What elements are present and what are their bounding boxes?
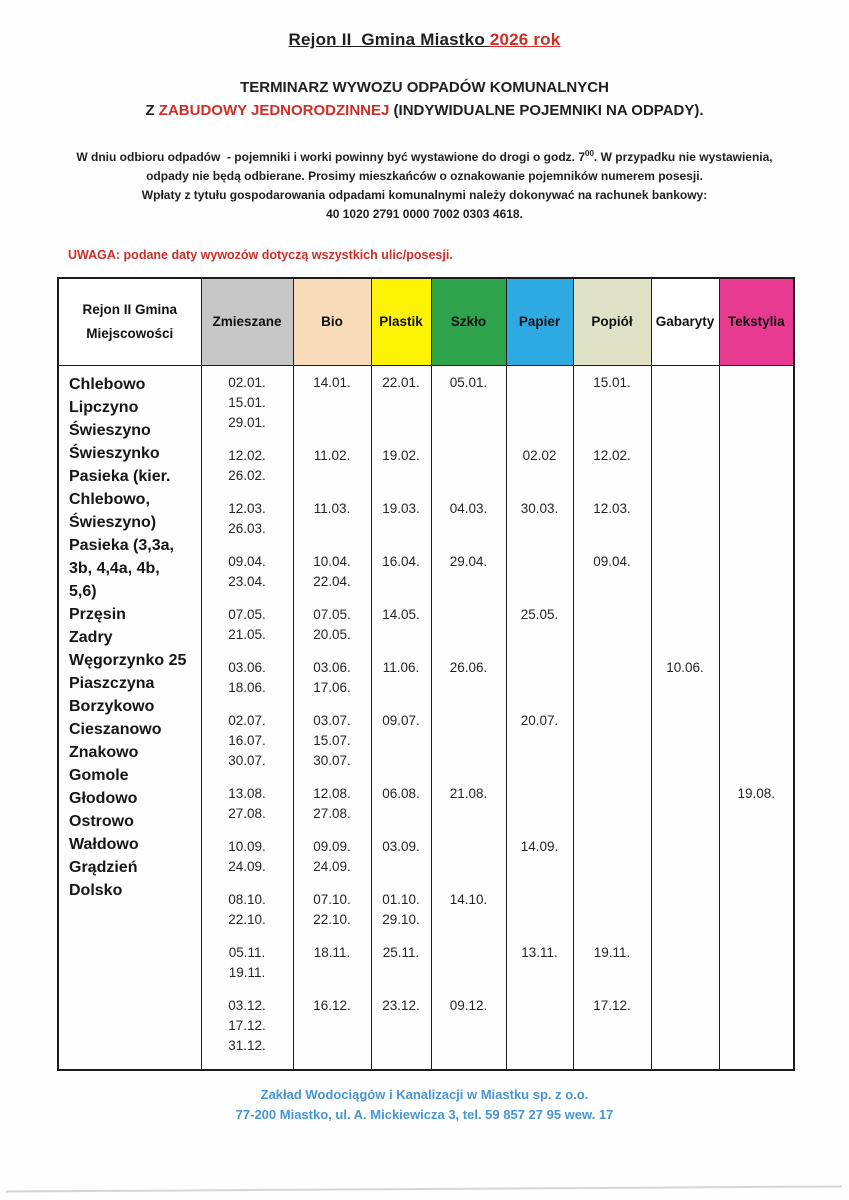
footer	[0, 1085, 849, 1125]
collection-date: 23.04.	[228, 573, 266, 589]
collection-date: 19.11.	[228, 964, 266, 980]
collection-date: 08.10.	[228, 891, 266, 907]
region-header-line2: Miejscowości	[86, 325, 174, 341]
schedule-cell-papier	[506, 784, 573, 837]
schedule-cell-gabaryty	[651, 837, 719, 890]
schedule-cell-zmieszane	[201, 499, 293, 552]
collection-date: 07.10.	[313, 891, 351, 907]
collection-date: 22.10.	[313, 911, 351, 927]
hour-superscript: 00	[585, 149, 594, 158]
collection-date: 29.10.	[382, 911, 420, 927]
column-header-zmieszane: Zmieszane	[201, 278, 293, 365]
schedule-table	[57, 277, 795, 1071]
column-header-papier: Papier	[506, 278, 573, 365]
schedule-cell-plastik	[371, 943, 431, 996]
schedule-cell-papier	[506, 499, 573, 552]
schedule-cell-papier	[506, 605, 573, 658]
schedule-cell-papier	[506, 658, 573, 711]
collection-date: 16.12.	[313, 997, 351, 1013]
schedule-cell-tekstylia	[719, 996, 794, 1070]
schedule-cell-popiol	[573, 605, 651, 658]
collection-date: 03.06.	[313, 659, 351, 675]
collection-date: 13.08.	[228, 785, 266, 801]
schedule-cell-zmieszane	[201, 784, 293, 837]
column-header-szklo: Szkło	[431, 278, 506, 365]
schedule-cell-tekstylia	[719, 365, 794, 446]
collection-date: 20.05.	[313, 626, 351, 642]
collection-date: 02.01.	[228, 374, 266, 390]
schedule-cell-bio	[293, 365, 371, 446]
collection-date: 26.06.	[449, 659, 488, 675]
scan-artifact-line	[6, 1185, 842, 1192]
schedule-cell-bio	[293, 784, 371, 837]
collection-date: 10.04.	[313, 553, 351, 569]
heading-line2-prefix: Z	[145, 102, 159, 119]
schedule-cell-bio	[293, 996, 371, 1070]
village-name: Lipczyno	[69, 398, 139, 416]
schedule-cell-szklo	[431, 605, 506, 658]
village-name: Piaszczyna	[69, 674, 155, 692]
schedule-cell-szklo	[431, 499, 506, 552]
village-name: Zadry	[69, 628, 113, 646]
schedule-cell-szklo	[431, 552, 506, 605]
schedule-cell-zmieszane	[201, 605, 293, 658]
collection-date: 22.04.	[313, 573, 351, 589]
schedule-cell-zmieszane	[201, 365, 293, 446]
schedule-cell-zmieszane	[201, 837, 293, 890]
schedule-cell-gabaryty	[651, 943, 719, 996]
schedule-cell-szklo	[431, 996, 506, 1070]
schedule-cell-plastik	[371, 499, 431, 552]
schedule-cell-popiol	[573, 996, 651, 1070]
schedule-cell-bio	[293, 446, 371, 499]
collection-date: 25.05.	[520, 606, 559, 622]
schedule-cell-szklo	[431, 365, 506, 446]
schedule-cell-szklo	[431, 658, 506, 711]
collection-date: 19.08.	[737, 785, 776, 801]
schedule-cell-bio	[293, 605, 371, 658]
schedule-cell-gabaryty	[651, 658, 719, 711]
collection-date: 16.04.	[382, 553, 420, 569]
schedule-cell-gabaryty	[651, 996, 719, 1070]
collection-date: 15.01.	[593, 374, 631, 390]
collection-date: 15.07.	[313, 732, 351, 748]
collection-date: 24.09.	[228, 858, 266, 874]
collection-date: 09.07.	[382, 712, 420, 728]
schedule-cell-popiol	[573, 784, 651, 837]
schedule-cell-popiol	[573, 365, 651, 446]
page-title-year: 2026 rok	[489, 30, 561, 49]
collection-date: 19.02.	[382, 447, 420, 463]
schedule-cell-gabaryty	[651, 890, 719, 943]
schedule-cell-plastik	[371, 784, 431, 837]
collection-date: 04.03.	[449, 500, 488, 516]
collection-date: 27.08.	[228, 805, 266, 821]
schedule-cell-popiol	[573, 837, 651, 890]
schedule-cell-plastik	[371, 711, 431, 784]
footer-address: 77-200 Miastko, ul. A. Mickiewicza 3, tel. 59 857 27 95 wew. 17	[235, 1106, 614, 1122]
schedule-cell-gabaryty	[651, 552, 719, 605]
collection-date: 03.12.	[228, 997, 266, 1013]
schedule-cell-zmieszane	[201, 996, 293, 1070]
document-heading	[0, 76, 849, 122]
schedule-cell-zmieszane	[201, 552, 293, 605]
collection-date: 11.02.	[313, 447, 351, 463]
collection-date: 30.07.	[228, 752, 266, 768]
collection-date: 14.01.	[313, 374, 351, 390]
collection-date: 02.02	[522, 447, 557, 463]
collection-date: 21.08.	[449, 785, 488, 801]
village-name: Świeszyno	[69, 421, 151, 439]
month-row-1	[58, 365, 794, 446]
instructions-line3: Wpłaty z tytułu gospodarowania odpadami komunalnymi należy dokonywać na rachunek bankowy:	[141, 188, 708, 202]
collection-date: 17.12.	[593, 997, 631, 1013]
document-heading-line2	[0, 99, 849, 122]
collection-date: 12.02.	[228, 447, 266, 463]
schedule-cell-popiol	[573, 943, 651, 996]
region-header-line1: Rejon II Gmina	[82, 301, 177, 317]
table-header-row	[58, 278, 794, 365]
schedule-cell-popiol	[573, 890, 651, 943]
collection-date: 24.09.	[313, 858, 351, 874]
page-title-text: Rejon II Gmina Miastko	[288, 30, 490, 49]
collection-date: 25.11.	[382, 944, 420, 960]
schedule-cell-zmieszane	[201, 446, 293, 499]
region-header-cell	[58, 278, 201, 365]
schedule-cell-papier	[506, 996, 573, 1070]
collection-date: 16.07.	[228, 732, 266, 748]
schedule-cell-papier	[506, 837, 573, 890]
schedule-cell-bio	[293, 890, 371, 943]
page-title	[0, 0, 849, 50]
schedule-cell-popiol	[573, 711, 651, 784]
collection-date: 29.04.	[449, 553, 488, 569]
schedule-cell-gabaryty	[651, 499, 719, 552]
collection-date: 17.12.	[228, 1017, 266, 1033]
collection-date: 31.12.	[228, 1037, 266, 1053]
collection-date: 23.12.	[382, 997, 420, 1013]
column-header-popiol: Popiół	[573, 278, 651, 365]
schedule-cell-szklo	[431, 837, 506, 890]
collection-date: 07.05.	[313, 606, 351, 622]
schedule-cell-popiol	[573, 552, 651, 605]
collection-date: 26.02.	[228, 467, 266, 483]
schedule-cell-plastik	[371, 446, 431, 499]
schedule-cell-zmieszane	[201, 943, 293, 996]
schedule-cell-plastik	[371, 365, 431, 446]
schedule-cell-plastik	[371, 996, 431, 1070]
village-name: Gomole	[69, 766, 129, 784]
collection-date: 02.07.	[228, 712, 266, 728]
schedule-cell-papier	[506, 890, 573, 943]
schedule-cell-gabaryty	[651, 446, 719, 499]
schedule-cell-papier	[506, 711, 573, 784]
schedule-cell-zmieszane	[201, 658, 293, 711]
collection-date: 03.06.	[228, 659, 266, 675]
schedule-cell-tekstylia	[719, 499, 794, 552]
collection-date: 09.09.	[313, 838, 351, 854]
village-name: Dolsko	[69, 881, 123, 899]
collection-date: 10.09.	[228, 838, 266, 854]
village-name: Ostrowo	[69, 812, 134, 830]
column-header-bio: Bio	[293, 278, 371, 365]
document-heading-line1: TERMINARZ WYWOZU ODPADÓW KOMUNALNYCH	[240, 79, 609, 96]
collection-date: 09.04.	[593, 553, 631, 569]
schedule-cell-popiol	[573, 499, 651, 552]
schedule-cell-plastik	[371, 890, 431, 943]
footer-company: Zakład Wodociągów i Kanalizacji w Miastku sp. z o.o.	[260, 1086, 589, 1102]
schedule-cell-szklo	[431, 446, 506, 499]
bank-account-number: 40 1020 2791 0000 7002 0303 4618.	[326, 207, 523, 221]
collection-date: 05.11.	[228, 944, 266, 960]
heading-line2-suffix: (INDYWIDUALNE POJEMNIKI NA ODPADY).	[389, 102, 704, 119]
schedule-cell-papier	[506, 365, 573, 446]
collection-date: 22.10.	[228, 911, 266, 927]
schedule-cell-szklo	[431, 784, 506, 837]
schedule-cell-gabaryty	[651, 784, 719, 837]
schedule-cell-tekstylia	[719, 784, 794, 837]
collection-date: 27.08.	[313, 805, 351, 821]
collection-date: 21.05.	[228, 626, 266, 642]
collection-date: 19.11.	[593, 944, 631, 960]
schedule-cell-bio	[293, 658, 371, 711]
schedule-cell-bio	[293, 552, 371, 605]
schedule-cell-tekstylia	[719, 552, 794, 605]
collection-date: 11.06.	[382, 659, 420, 675]
village-name: Chlebowo,	[69, 490, 150, 508]
village-name: Węgorzynko 25	[69, 651, 187, 669]
collection-date: 09.12.	[449, 997, 488, 1013]
schedule-cell-bio	[293, 837, 371, 890]
collection-date: 14.05.	[382, 606, 420, 622]
schedule-cell-papier	[506, 446, 573, 499]
village-name: Znakowo	[69, 743, 139, 761]
schedule-cell-papier	[506, 552, 573, 605]
collection-date: 29.01.	[228, 414, 266, 430]
collection-date: 12.03.	[228, 500, 266, 516]
village-name: 3b, 4,4a, 4b,	[69, 559, 160, 577]
warning-note: UWAGA: podane daty wywozów dotyczą wszystkich ulic/posesji.	[68, 248, 453, 262]
village-name: Cieszanowo	[69, 720, 162, 738]
village-name: 5,6)	[69, 582, 97, 600]
schedule-cell-tekstylia	[719, 605, 794, 658]
villages-cell	[58, 365, 201, 1070]
column-header-plastik: Plastik	[371, 278, 431, 365]
schedule-cell-popiol	[573, 658, 651, 711]
schedule-cell-tekstylia	[719, 943, 794, 996]
collection-date: 09.04.	[228, 553, 266, 569]
schedule-cell-papier	[506, 943, 573, 996]
village-name: Grądzień	[69, 858, 138, 876]
village-name: Chlebowo	[69, 375, 146, 393]
schedule-cell-bio	[293, 499, 371, 552]
schedule-cell-popiol	[573, 446, 651, 499]
collection-date: 03.07.	[313, 712, 351, 728]
collection-date: 11.03.	[313, 500, 351, 516]
schedule-cell-bio	[293, 711, 371, 784]
instructions-line2: odpady nie będą odbierane. Prosimy mieszkańców o oznakowanie pojemników numerem posesji.	[146, 169, 703, 183]
collection-date: 12.03.	[593, 500, 631, 516]
collection-date: 12.08.	[313, 785, 351, 801]
collection-date: 30.07.	[313, 752, 351, 768]
collection-date: 15.01.	[228, 394, 266, 410]
village-name: Przęsin	[69, 605, 126, 623]
village-name: Świeszynko	[69, 444, 160, 462]
schedule-cell-gabaryty	[651, 711, 719, 784]
collection-date: 26.03.	[228, 520, 266, 536]
collection-date: 10.06.	[666, 659, 704, 675]
schedule-cell-szklo	[431, 943, 506, 996]
instructions-line1: W dniu odbioru odpadów - pojemniki i worki powinny być wystawione do drogi o godz. $7^{00}$. W przypadku nie wystawienia,	[76, 149, 773, 164]
schedule-cell-tekstylia	[719, 890, 794, 943]
schedule-cell-szklo	[431, 890, 506, 943]
village-name: Pasieka (kier.	[69, 467, 171, 485]
column-header-tekstylia: Tekstylia	[719, 278, 794, 365]
collection-date: 20.07.	[520, 712, 559, 728]
collection-date: 13.11.	[521, 944, 558, 960]
schedule-cell-tekstylia	[719, 658, 794, 711]
village-name: Pasieka (3,3a,	[69, 536, 174, 554]
collection-date: 30.03.	[520, 500, 559, 516]
schedule-cell-tekstylia	[719, 446, 794, 499]
collection-date: 06.08.	[382, 785, 420, 801]
collection-date: 18.11.	[313, 944, 351, 960]
collection-date: 12.02.	[593, 447, 631, 463]
column-header-gabaryty: Gabaryty	[651, 278, 719, 365]
schedule-cell-tekstylia	[719, 837, 794, 890]
village-name: Borzykowo	[69, 697, 155, 715]
schedule-cell-bio	[293, 943, 371, 996]
collection-date: 05.01.	[449, 374, 488, 390]
collection-date: 14.10.	[449, 891, 488, 907]
village-name: Wałdowo	[69, 835, 139, 853]
instructions-paragraph	[0, 144, 849, 224]
schedule-cell-plastik	[371, 552, 431, 605]
schedule-cell-plastik	[371, 605, 431, 658]
schedule-cell-zmieszane	[201, 890, 293, 943]
collection-date: 03.09.	[382, 838, 420, 854]
schedule-cell-plastik	[371, 837, 431, 890]
schedule-cell-gabaryty	[651, 605, 719, 658]
schedule-cell-gabaryty	[651, 365, 719, 446]
collection-date: 22.01.	[382, 374, 420, 390]
village-name: Świeszyno)	[69, 513, 157, 531]
collection-date: 01.10.	[382, 891, 420, 907]
heading-line2-highlight: ZABUDOWY JEDNORODZINNEJ	[158, 102, 390, 119]
schedule-cell-plastik	[371, 658, 431, 711]
schedule-cell-zmieszane	[201, 711, 293, 784]
collection-date: 18.06.	[228, 679, 266, 695]
collection-date: 17.06.	[313, 679, 351, 695]
schedule-cell-szklo	[431, 711, 506, 784]
collection-date: 19.03.	[382, 500, 420, 516]
village-name: Głodowo	[69, 789, 138, 807]
collection-date: 14.09.	[520, 838, 559, 854]
collection-date: 07.05.	[228, 606, 266, 622]
schedule-cell-tekstylia	[719, 711, 794, 784]
